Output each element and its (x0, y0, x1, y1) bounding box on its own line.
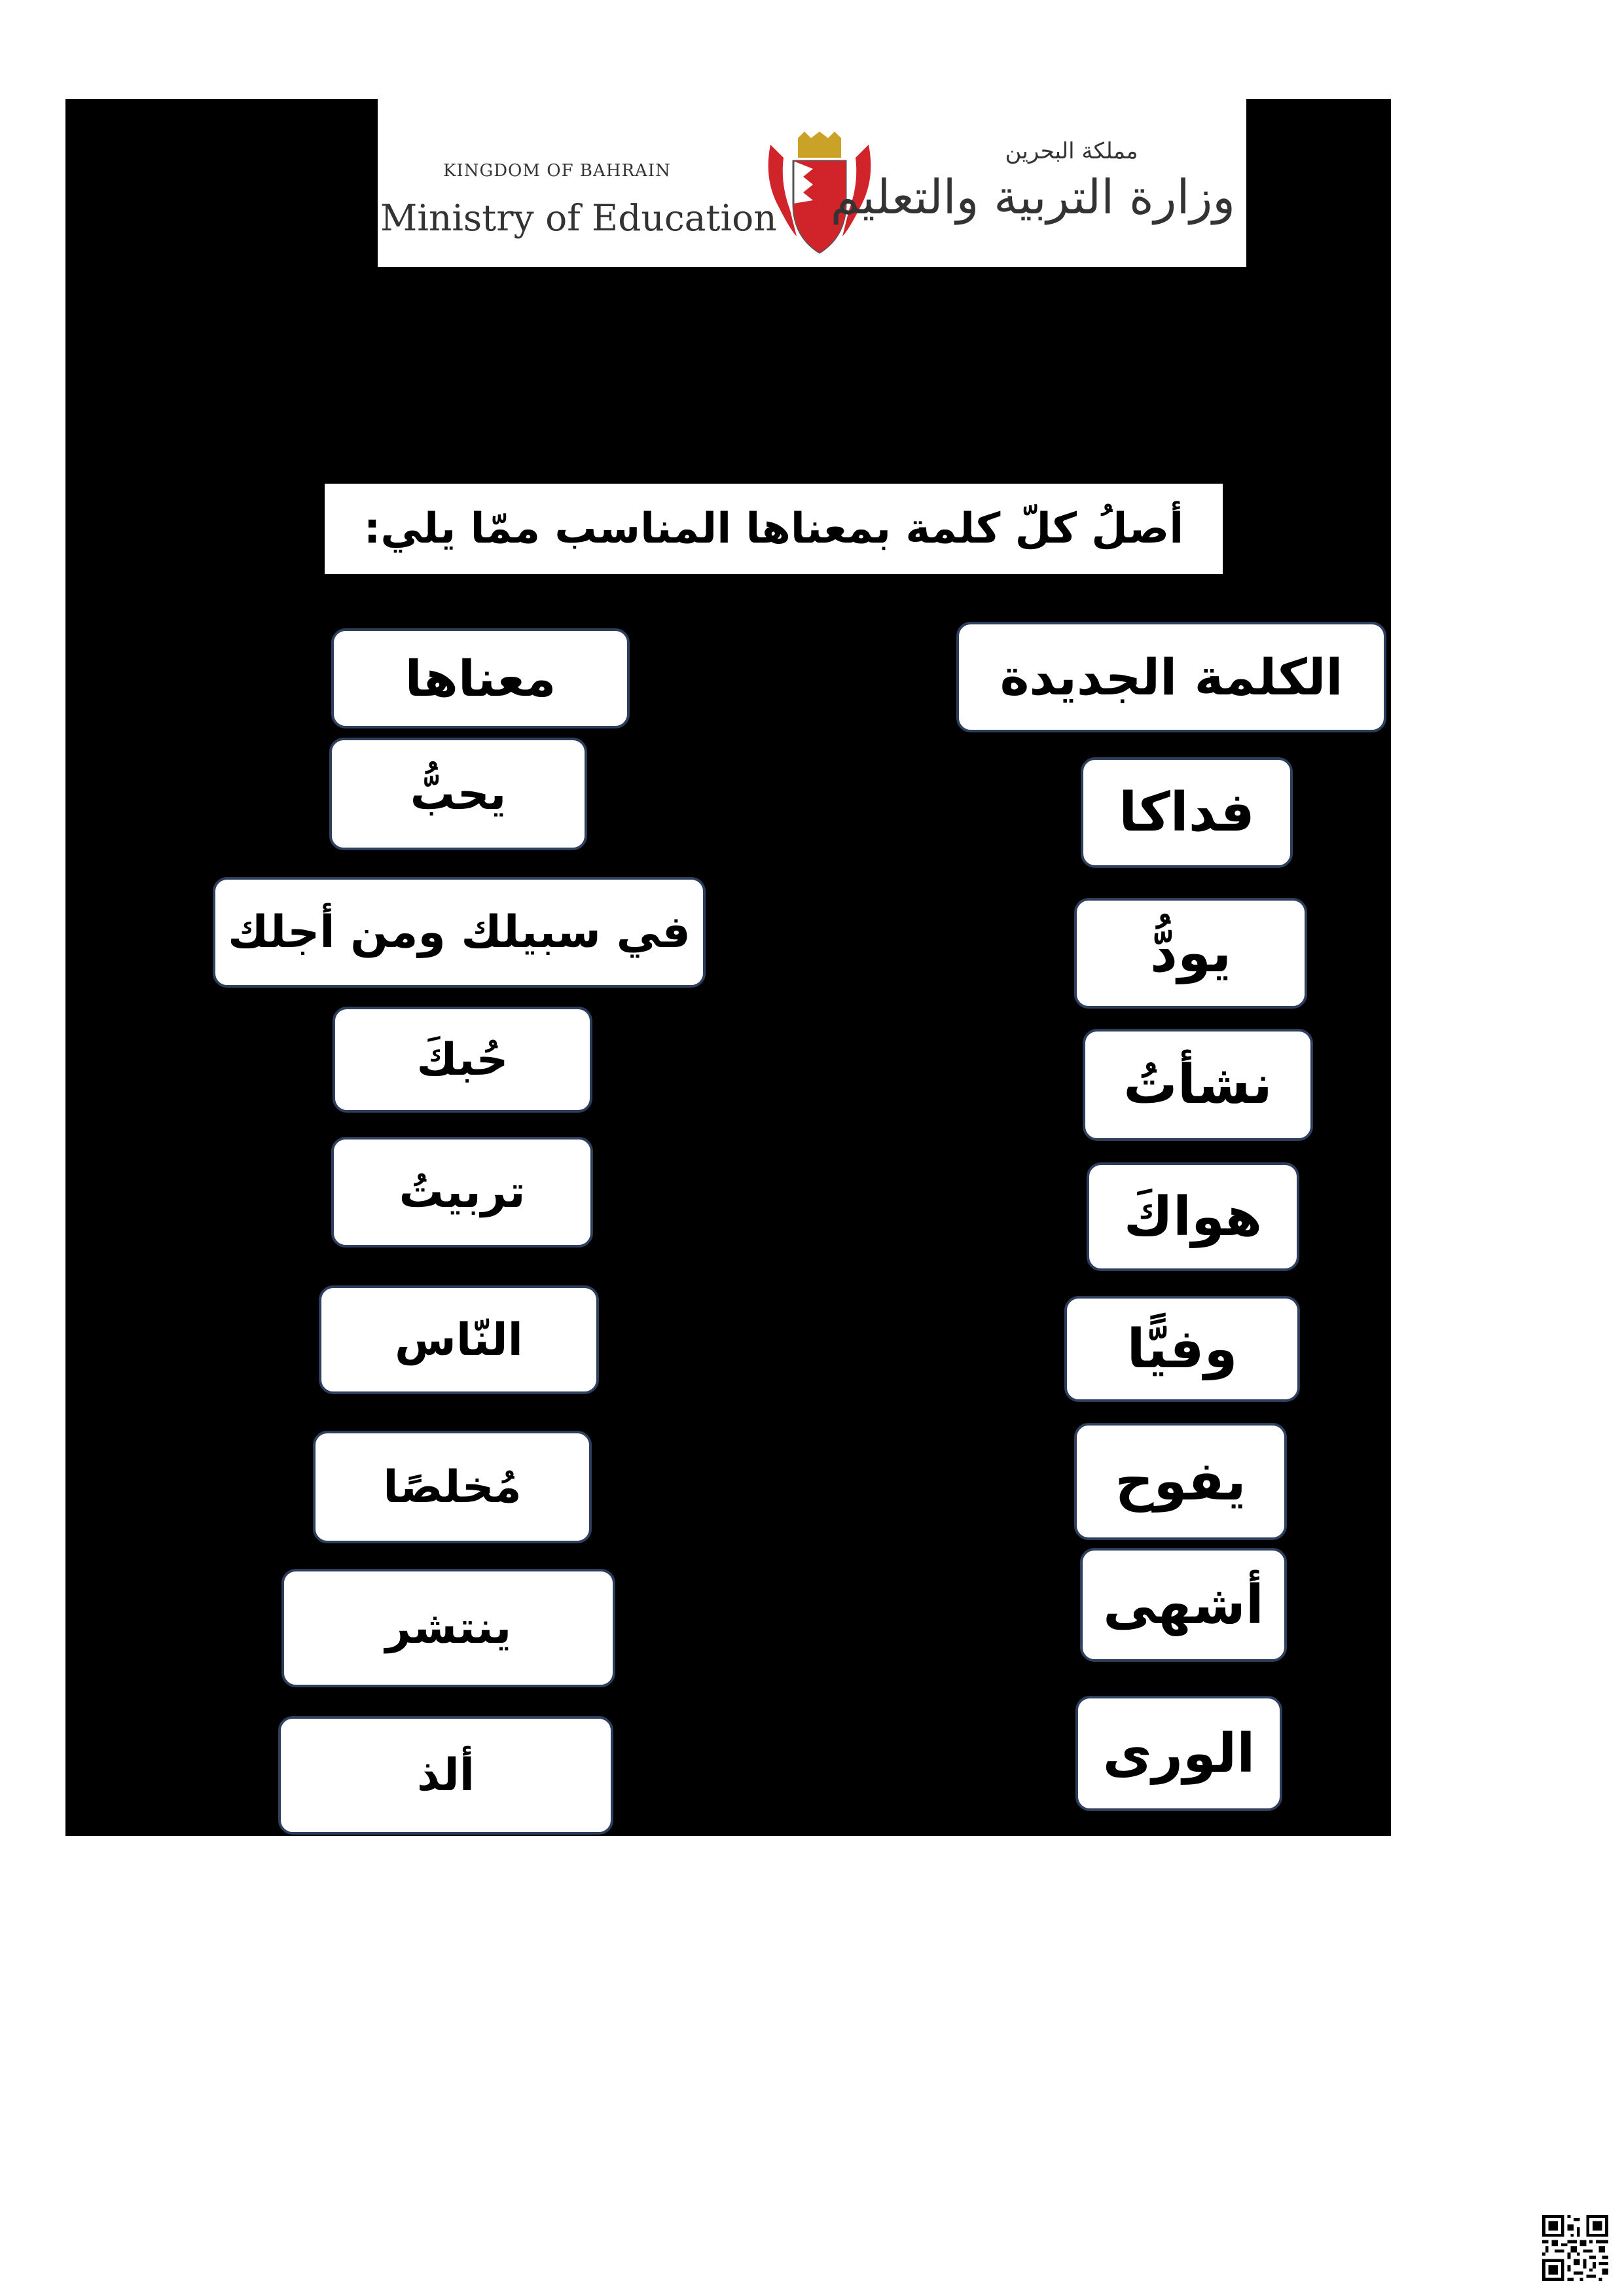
word-box[interactable]: أشهى (1080, 1548, 1287, 1662)
word-box[interactable]: وفيًّا (1064, 1296, 1300, 1402)
kingdom-arabic-label: مملكة البحرين (1005, 138, 1138, 164)
ministry-arabic-label: وزارة التربية والتعليم (830, 170, 1235, 224)
instruction-title: أصلُ كلّ كلمة بمعناها المناسب ممّا يلي: (325, 484, 1223, 574)
word-box[interactable]: الورى (1075, 1696, 1282, 1811)
kingdom-english-label: KINGDOM OF BAHRAIN (443, 161, 671, 181)
meaning-box[interactable]: يحبُّ (329, 738, 587, 850)
word-box[interactable]: هواكَ (1087, 1162, 1299, 1271)
meanings-column-header: معناها (331, 628, 630, 728)
meaning-box[interactable]: مُخلصًا (313, 1431, 592, 1543)
word-box[interactable]: نشأتُ (1083, 1029, 1313, 1141)
meaning-box[interactable]: ألذ (278, 1716, 613, 1835)
ministry-english-label: Ministry of Education (380, 197, 777, 239)
ministry-header (378, 99, 1246, 267)
meaning-box[interactable]: في سبيلك ومن أجلك (213, 877, 706, 988)
qr-code-icon (1542, 2215, 1608, 2281)
meaning-box[interactable]: النّاس (319, 1285, 599, 1394)
meaning-box[interactable]: تربيتُ (331, 1137, 593, 1247)
meaning-box[interactable]: ينتشر (281, 1569, 615, 1687)
word-box[interactable]: فداكا (1081, 757, 1293, 868)
meaning-box[interactable]: حُبكَ (333, 1007, 592, 1113)
word-box[interactable]: يفوح (1074, 1423, 1287, 1540)
word-box[interactable]: يودُّ (1074, 898, 1307, 1009)
words-column-header: الكلمة الجديدة (956, 622, 1386, 732)
